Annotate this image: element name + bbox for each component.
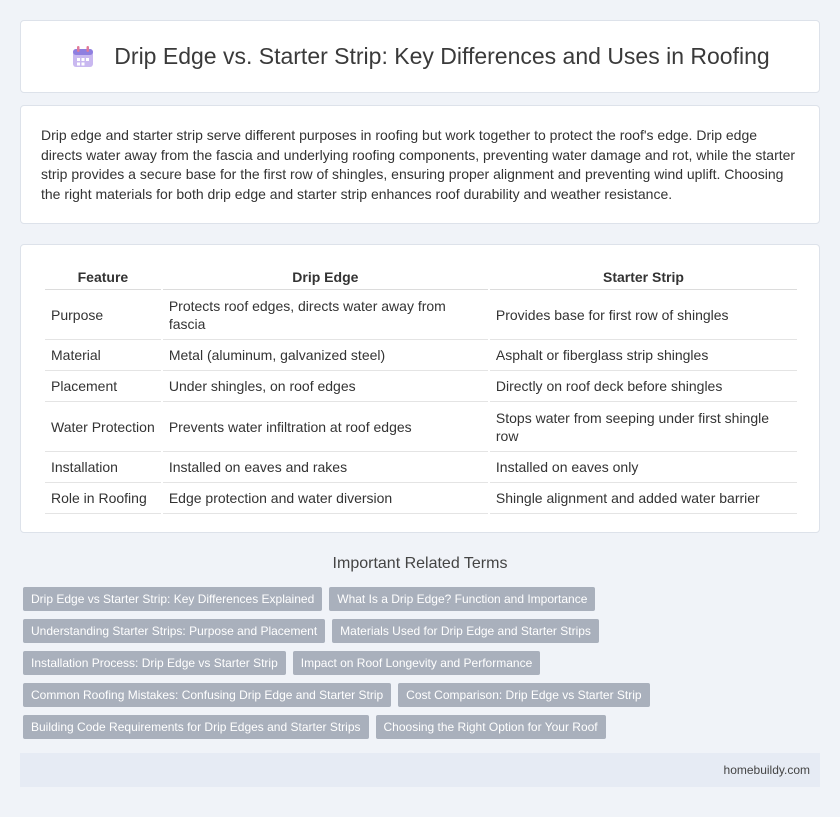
- table-row: [45, 340, 797, 371]
- table-cell: Placement: [45, 371, 161, 402]
- related-terms-title: Important Related Terms: [332, 555, 508, 572]
- table-cell: Purpose: [45, 290, 161, 340]
- table-header: Starter Strip: [490, 265, 797, 290]
- table-row: [45, 452, 797, 483]
- table-cell: Installed on eaves only: [490, 452, 797, 483]
- table-cell: Prevents water infiltration at roof edges: [163, 402, 488, 452]
- table-row: [45, 402, 797, 452]
- table-header: Feature: [45, 265, 161, 290]
- related-term-tag[interactable]: Materials Used for Drip Edge and Starter Strips: [332, 619, 599, 643]
- table-cell: Water Protection: [45, 402, 161, 452]
- related-term-tag[interactable]: What Is a Drip Edge? Function and Importance: [329, 587, 595, 611]
- table-cell: Shingle alignment and added water barrier: [490, 483, 797, 514]
- table-cell: Metal (aluminum, galvanized steel): [163, 340, 488, 371]
- related-term-tag[interactable]: Installation Process: Drip Edge vs Starter Strip: [23, 651, 286, 675]
- intro-paragraph: Drip edge and starter strip serve different purposes in roofing but work together to protect the roof's edge. Drip edge directs water away from the fascia and underlying roofing components, preventing water damage and rot, while the starter strip provides a secure base for the first row of shingles, ensuring proper alignment and preventing wind uplift. Choosing the right materials for both drip edge and starter strip enhances roof durability and weather resistance.: [41, 127, 796, 202]
- table-cell: Provides base for first row of shingles: [490, 290, 797, 340]
- table-cell: Installation: [45, 452, 161, 483]
- table-cell: Edge protection and water diversion: [163, 483, 488, 514]
- related-term-tag[interactable]: Drip Edge vs Starter Strip: Key Differences Explained: [23, 587, 322, 611]
- related-term-tag[interactable]: Understanding Starter Strips: Purpose and Placement: [23, 619, 325, 643]
- comparison-table-card: [20, 244, 820, 533]
- table-row: [45, 290, 797, 340]
- page-title: Drip Edge vs. Starter Strip: Key Differences and Uses in Roofing: [114, 43, 770, 69]
- table-header-row: [45, 265, 797, 290]
- related-term-tag[interactable]: Cost Comparison: Drip Edge vs Starter Strip: [398, 683, 649, 707]
- table-cell: Under shingles, on roof edges: [163, 371, 488, 402]
- table-cell: Stops water from seeping under first shingle row: [490, 402, 797, 452]
- related-term-tag[interactable]: Choosing the Right Option for Your Roof: [376, 715, 606, 739]
- table-row: [45, 371, 797, 402]
- table-cell: Role in Roofing: [45, 483, 161, 514]
- table-cell: Material: [45, 340, 161, 371]
- table-cell: Protects roof edges, directs water away from fascia: [163, 290, 488, 340]
- related-term-tag[interactable]: Common Roofing Mistakes: Confusing Drip Edge and Starter Strip: [23, 683, 391, 707]
- related-terms-list: [23, 587, 823, 747]
- intro-card: [20, 105, 820, 224]
- related-term-tag[interactable]: Impact on Roof Longevity and Performance: [293, 651, 540, 675]
- title-card: [20, 20, 820, 93]
- table-cell: Asphalt or fiberglass strip shingles: [490, 340, 797, 371]
- footer: [20, 753, 820, 787]
- table-cell: Directly on roof deck before shingles: [490, 371, 797, 402]
- table-header: Drip Edge: [163, 265, 488, 290]
- calendar-icon: [70, 44, 96, 70]
- table-cell: Installed on eaves and rakes: [163, 452, 488, 483]
- table-row: [45, 483, 797, 514]
- footer-site-link[interactable]: homebuildy.com: [723, 763, 810, 777]
- related-term-tag[interactable]: Building Code Requirements for Drip Edges and Starter Strips: [23, 715, 369, 739]
- comparison-table: [43, 265, 799, 514]
